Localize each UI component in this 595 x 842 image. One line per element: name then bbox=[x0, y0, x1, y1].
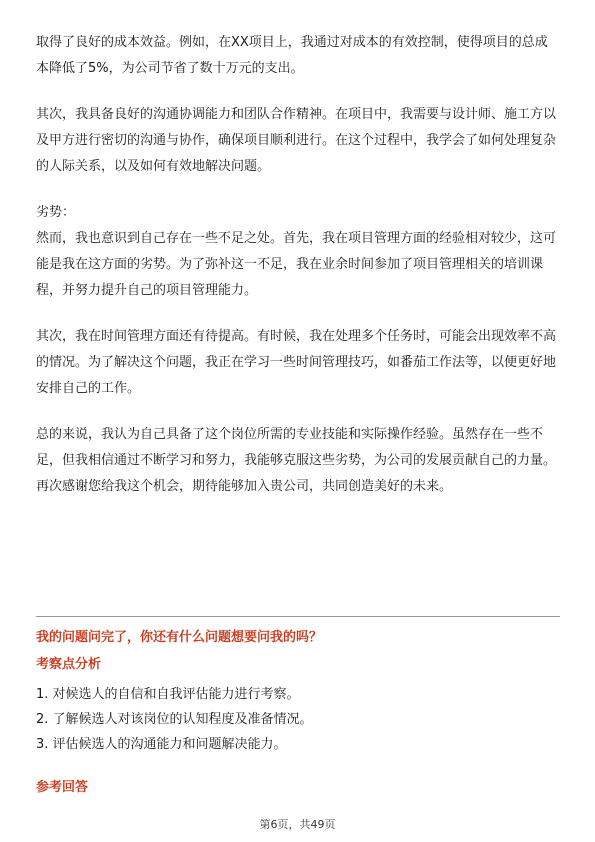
section-divider bbox=[36, 616, 560, 617]
list-item: 1. 对候选人的自信和自我评估能力进行考察。 bbox=[36, 687, 300, 702]
page-number: 第6页，共49页 bbox=[259, 818, 336, 831]
paragraph: 其次，我在时间管理方面还有待提高。有时候，我在处理多个任务时，可能会出现效率不高的情况。为了解决这个问题，我正在学习一些时间管理技巧，如番茄工作法等，以便更好地安排自己的工作。 bbox=[36, 329, 557, 396]
list-item: 2. 了解候选人对该岗位的认知程度及准备情况。 bbox=[36, 712, 313, 727]
analysis-list bbox=[36, 682, 560, 757]
paragraph: 其次，我具备良好的沟通协调能力和团队合作精神。在项目中，我需要与设计师、施工方以及甲方进行密切的沟通与协作，确保项目顺利进行。在这个过程中，我学会了如何处理复杂的人际关系，以及如何有效地解决问题。 bbox=[36, 107, 557, 174]
question-title: 我的问题问完了，你还有什么问题想要问我的吗？ bbox=[36, 630, 323, 645]
answer-title: 参考回答 bbox=[36, 780, 89, 795]
paragraph: 然而，我也意识到自己存在一些不足之处。首先，我在项目管理方面的经验相对较少，这可能是我在这方面的劣势。为了弥补这一不足，我在业余时间参加了项目管理相关的培训课程，并努力提升自己的项目管理能力。 bbox=[36, 231, 557, 298]
paragraph: 总的来说，我认为自己具备了这个岗位所需的专业技能和实际操作经验。虽然存在一些不足，但我相信通过不断学习和努力，我能够克服这些劣势，为公司的发展贡献自己的力量。再次感谢您给我这个机会，期待能够加入贵公司，共同创造美好的未来。 bbox=[36, 427, 557, 494]
analysis-title: 考察点分析 bbox=[36, 657, 102, 672]
list-item: 3. 评估候选人的沟通能力和问题解决能力。 bbox=[36, 737, 287, 752]
paragraph: 取得了良好的成本效益。例如，在XX项目上，我通过对成本的有效控制，使得项目的总成本降低了5%，为公司节省了数十万元的支出。 bbox=[36, 35, 548, 76]
body-text bbox=[36, 30, 560, 500]
weakness-label: 劣势： bbox=[36, 205, 76, 220]
